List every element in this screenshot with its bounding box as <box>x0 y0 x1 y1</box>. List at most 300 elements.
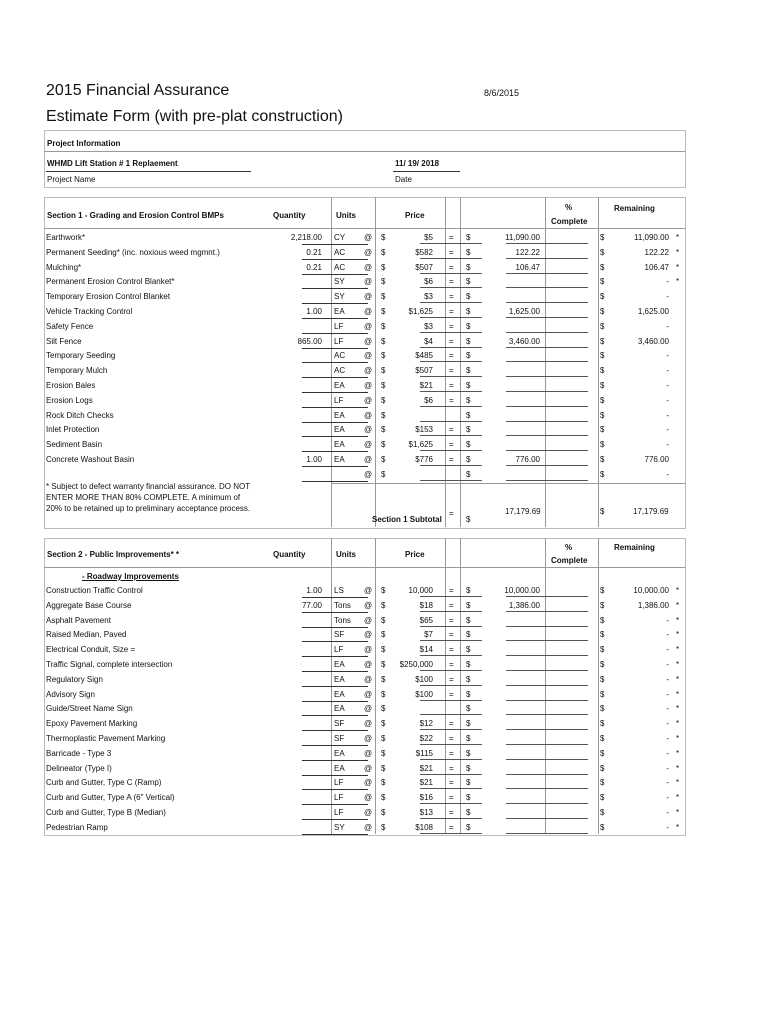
item-unit: LF <box>334 336 344 346</box>
at-symbol: @ <box>364 410 373 420</box>
equals-symbol: = <box>449 247 454 257</box>
item-description: Inlet Protection <box>46 425 100 435</box>
item-unit: LF <box>334 778 344 788</box>
section1-title: Section 1 - Grading and Erosion Control BMPs <box>47 211 224 220</box>
total-dollar: $ <box>466 440 471 450</box>
item-description: Silt Fence <box>46 336 82 346</box>
item-price: $250,000 <box>399 660 433 669</box>
item-unit: EA <box>334 440 345 450</box>
item-price: $100 <box>415 689 433 699</box>
section1-col-pct: % <box>565 203 573 212</box>
total-dollar: $ <box>466 366 471 376</box>
item-unit: EA <box>334 410 345 420</box>
item-unit: SY <box>334 277 345 287</box>
item-price: $7 <box>424 630 433 640</box>
total-dollar: $ <box>466 645 471 655</box>
table-row <box>44 599 684 614</box>
item-asterisk: * <box>676 778 680 788</box>
remaining-dollar: $ <box>600 808 605 817</box>
price-dollar: $ <box>381 321 386 331</box>
item-remaining: - <box>666 822 669 832</box>
section1-col-quantity: Quantity <box>273 211 306 220</box>
item-price: $13 <box>419 808 433 817</box>
remaining-dollar: $ <box>600 734 605 743</box>
item-description: Guide/Street Name Sign <box>46 704 133 714</box>
remaining-dollar: $ <box>600 674 605 684</box>
item-description: Mulching* <box>46 262 82 272</box>
total-dollar: $ <box>466 748 471 758</box>
item-remaining: - <box>666 645 669 655</box>
item-remaining: - <box>666 410 669 420</box>
item-unit: AC <box>334 262 346 272</box>
total-dollar: $ <box>466 778 471 788</box>
at-symbol: @ <box>364 586 373 595</box>
item-price: $22 <box>419 734 433 743</box>
item-remaining: - <box>666 704 669 714</box>
equals-symbol: = <box>449 793 454 803</box>
item-unit: EA <box>334 381 345 390</box>
price-dollar: $ <box>381 822 386 832</box>
equals-symbol: = <box>449 425 454 435</box>
at-symbol: @ <box>364 351 373 361</box>
item-remaining: - <box>666 440 669 450</box>
total-dollar: $ <box>466 615 471 625</box>
price-dollar: $ <box>381 763 386 773</box>
item-price: $100 <box>415 674 433 684</box>
at-symbol: @ <box>364 645 373 655</box>
price-dollar: $ <box>381 247 386 257</box>
table-row <box>44 747 684 762</box>
item-total: 11,090.00 <box>505 233 540 242</box>
item-remaining: - <box>666 425 669 435</box>
item-price: $21 <box>419 763 433 773</box>
item-price: $21 <box>419 381 433 390</box>
item-asterisk: * <box>676 734 680 743</box>
at-symbol: @ <box>364 277 373 287</box>
at-symbol: @ <box>364 822 373 832</box>
item-remaining: 122.22 <box>644 247 669 257</box>
equals-symbol: = <box>449 763 454 773</box>
at-symbol: @ <box>364 381 373 390</box>
item-total: 3,460.00 <box>508 336 540 346</box>
total-dollar: $ <box>466 247 471 257</box>
remaining-dollar: $ <box>600 425 605 435</box>
total-dollar: $ <box>466 630 471 640</box>
at-symbol: @ <box>364 425 373 435</box>
item-remaining: 106.47 <box>644 262 669 272</box>
remaining-dollar: $ <box>600 262 605 272</box>
item-unit: LS <box>334 586 344 595</box>
table-row <box>44 394 684 409</box>
at-symbol: @ <box>364 292 373 302</box>
project-name-label: Project Name <box>47 175 96 184</box>
form-title: 2015 Financial Assurance <box>46 82 230 99</box>
item-remaining: - <box>666 630 669 640</box>
equals-symbol: = <box>449 381 454 390</box>
item-asterisk: * <box>676 689 680 699</box>
item-remaining: - <box>666 615 669 625</box>
item-description: Regulatory Sign <box>46 674 103 684</box>
section2-col-units: Units <box>336 550 356 559</box>
at-symbol: @ <box>364 262 373 272</box>
item-description: Temporary Seeding <box>46 351 116 361</box>
table-row <box>44 821 684 836</box>
item-quantity[interactable]: 0.21 <box>306 247 322 257</box>
total-dollar: $ <box>466 321 471 331</box>
price-dollar: $ <box>381 704 386 714</box>
item-asterisk: * <box>676 763 680 773</box>
section1-col-remaining: Remaining <box>614 204 655 213</box>
table-row <box>44 231 684 246</box>
item-remaining: - <box>666 808 669 817</box>
item-description: Earthwork* <box>46 233 86 242</box>
item-unit: LF <box>334 321 344 331</box>
item-total: 1,625.00 <box>508 307 540 316</box>
form-subtitle: Estimate Form (with pre-plat construction) <box>46 108 343 125</box>
item-remaining: - <box>666 793 669 803</box>
item-unit: SY <box>334 822 345 832</box>
table-row <box>44 275 684 290</box>
item-description: Temporary Erosion Control Blanket <box>46 292 171 302</box>
total-dollar: $ <box>466 262 471 272</box>
table-row <box>44 717 684 732</box>
item-asterisk: * <box>676 660 680 669</box>
item-quantity[interactable]: 1.00 <box>306 586 322 595</box>
equals-symbol: = <box>449 822 454 832</box>
item-unit: CY <box>334 233 346 242</box>
item-price: $12 <box>419 719 433 729</box>
remaining-dollar: $ <box>600 440 605 450</box>
item-price: $4 <box>424 336 433 346</box>
item-description: Curb and Gutter, Type B (Median) <box>46 808 166 817</box>
at-symbol: @ <box>364 440 373 450</box>
item-unit: SF <box>334 630 345 640</box>
at-symbol: @ <box>364 233 373 242</box>
table-row <box>44 702 684 717</box>
item-asterisk: * <box>676 793 680 803</box>
price-dollar: $ <box>381 793 386 803</box>
remaining-dollar: $ <box>600 630 605 640</box>
project-date-value[interactable]: 11/ 19/ 2018 <box>395 159 440 168</box>
price-dollar: $ <box>381 615 386 625</box>
total-dollar: $ <box>466 307 471 316</box>
item-remaining: 1,386.00 <box>637 600 669 610</box>
item-asterisk: * <box>676 615 680 625</box>
item-description: Rock Ditch Checks <box>46 410 114 420</box>
item-price: $14 <box>419 645 433 655</box>
remaining-dollar: $ <box>600 689 605 699</box>
item-total: 106.47 <box>515 262 540 272</box>
item-asterisk: * <box>676 822 680 832</box>
table-row <box>44 290 684 305</box>
equals-symbol: = <box>449 689 454 699</box>
item-unit: SF <box>334 719 345 729</box>
item-quantity[interactable]: 77.00 <box>301 600 322 610</box>
item-description: Barricade - Type 3 <box>46 748 112 758</box>
table-row <box>44 614 684 629</box>
price-dollar: $ <box>381 630 386 640</box>
total-dollar: $ <box>466 277 471 287</box>
item-description: Traffic Signal, complete intersection <box>46 660 173 669</box>
item-price: $776 <box>415 455 433 464</box>
item-unit: EA <box>334 748 345 758</box>
remaining-dollar: $ <box>600 793 605 803</box>
item-description: Erosion Bales <box>46 381 96 390</box>
table-row <box>44 776 684 791</box>
table-row <box>44 762 684 777</box>
equals-symbol: = <box>449 586 454 595</box>
table-row <box>44 305 684 320</box>
item-description: Asphalt Pavement <box>46 615 111 625</box>
item-price: $21 <box>419 778 433 788</box>
item-price: $65 <box>419 615 433 625</box>
item-unit: EA <box>334 307 345 316</box>
section2-title: Section 2 - Public Improvements* * <box>47 550 180 559</box>
total-dollar: $ <box>466 660 471 669</box>
table-row <box>44 673 684 688</box>
item-price: $507 <box>415 262 433 272</box>
total-dollar: $ <box>466 233 471 242</box>
item-asterisk: * <box>676 586 680 595</box>
item-price: 10,000 <box>408 586 433 595</box>
remaining-dollar: $ <box>600 660 605 669</box>
total-dollar: $ <box>466 689 471 699</box>
item-asterisk: * <box>676 233 680 242</box>
remaining-dollar: $ <box>600 247 605 257</box>
item-price: $18 <box>419 600 433 610</box>
table-row <box>44 320 684 335</box>
item-total: 1,386.00 <box>508 600 540 610</box>
item-quantity[interactable]: 865.00 <box>297 336 322 346</box>
item-unit: LF <box>334 793 344 803</box>
item-price: $108 <box>415 822 433 832</box>
remaining-dollar: $ <box>600 277 605 287</box>
total-dollar: $ <box>466 734 471 743</box>
total-dollar: $ <box>466 395 471 405</box>
item-description: Concrete Washout Basin <box>46 455 135 464</box>
remaining-dollar: $ <box>600 233 605 242</box>
total-dollar: $ <box>466 674 471 684</box>
item-description: Curb and Gutter, Type A (6" Vertical) <box>46 793 175 803</box>
item-unit: SY <box>334 292 345 302</box>
table-row <box>44 438 684 453</box>
table-row <box>44 246 684 261</box>
item-remaining: - <box>666 719 669 729</box>
at-symbol: @ <box>364 719 373 729</box>
remaining-dollar: $ <box>600 395 605 405</box>
item-description: Raised Median, Paved <box>46 630 127 640</box>
price-dollar: $ <box>381 689 386 699</box>
item-remaining: - <box>666 660 669 669</box>
item-price: $3 <box>424 321 433 331</box>
remaining-dollar: $ <box>600 822 605 832</box>
equals-symbol: = <box>449 336 454 346</box>
at-symbol: @ <box>364 630 373 640</box>
price-dollar: $ <box>381 600 386 610</box>
item-price: $1,625 <box>408 440 433 450</box>
item-description: Sediment Basin <box>46 440 103 450</box>
remaining-dollar: $ <box>600 763 605 773</box>
equals-symbol: = <box>449 455 454 464</box>
price-dollar: $ <box>381 440 386 450</box>
at-symbol: @ <box>364 748 373 758</box>
item-price: $507 <box>415 366 433 376</box>
item-unit: EA <box>334 455 345 464</box>
price-dollar: $ <box>381 233 386 242</box>
price-dollar: $ <box>381 366 386 376</box>
table-row <box>44 453 684 468</box>
remaining-dollar: $ <box>600 336 605 346</box>
at-symbol: @ <box>364 763 373 773</box>
table-row <box>44 628 684 643</box>
total-dollar: $ <box>466 292 471 302</box>
at-symbol: @ <box>364 307 373 316</box>
remaining-dollar: $ <box>600 381 605 390</box>
price-dollar: $ <box>381 262 386 272</box>
item-description: Construction Traffic Control <box>46 586 143 595</box>
price-dollar: $ <box>381 734 386 743</box>
item-description: Pedestrian Ramp <box>46 822 108 832</box>
remaining-dollar: $ <box>600 292 605 302</box>
total-dollar: $ <box>466 336 471 346</box>
item-description: Safety Fence <box>46 321 94 331</box>
price-dollar: $ <box>381 455 386 464</box>
section1-subtotal-dollar: $ <box>466 515 471 524</box>
price-dollar: $ <box>381 469 386 479</box>
section1-col-units: Units <box>336 211 356 220</box>
item-asterisk: * <box>676 277 680 287</box>
item-description: Vehicle Tracking Control <box>46 307 133 316</box>
item-description: Permanent Erosion Control Blanket* <box>46 277 175 287</box>
table-row <box>44 364 684 379</box>
item-price: $6 <box>424 395 433 405</box>
remaining-dollar: $ <box>600 307 605 316</box>
equals-symbol: = <box>449 808 454 817</box>
item-remaining: - <box>666 381 669 390</box>
item-description: Delineator (Type I) <box>46 763 112 773</box>
total-dollar: $ <box>466 704 471 714</box>
item-description: Electrical Conduit, Size = <box>46 645 136 655</box>
item-unit: EA <box>334 763 345 773</box>
equals-symbol: = <box>449 600 454 610</box>
item-asterisk: * <box>676 247 680 257</box>
remaining-dollar: $ <box>600 778 605 788</box>
item-quantity[interactable]: 1.00 <box>306 455 322 464</box>
table-row <box>44 806 684 821</box>
item-asterisk: * <box>676 600 680 610</box>
table-row <box>44 688 684 703</box>
item-description: Curb and Gutter, Type C (Ramp) <box>46 778 162 788</box>
table-row <box>44 732 684 747</box>
item-asterisk: * <box>676 748 680 758</box>
at-symbol: @ <box>364 336 373 346</box>
item-remaining: 11,090.00 <box>634 233 669 242</box>
form-date: 8/6/2015 <box>484 88 520 98</box>
price-dollar: $ <box>381 381 386 390</box>
item-remaining: - <box>666 748 669 758</box>
at-symbol: @ <box>364 395 373 405</box>
price-dollar: $ <box>381 808 386 817</box>
equals-symbol: = <box>449 321 454 331</box>
item-description: Temporary Mulch <box>46 366 108 376</box>
at-symbol: @ <box>364 660 373 669</box>
item-quantity[interactable]: 0.21 <box>306 262 322 272</box>
item-unit: LF <box>334 395 344 405</box>
item-remaining: - <box>666 734 669 743</box>
item-price: $16 <box>419 793 433 803</box>
item-asterisk: * <box>676 704 680 714</box>
price-dollar: $ <box>381 674 386 684</box>
equals-symbol: = <box>449 262 454 272</box>
item-remaining: - <box>666 469 669 479</box>
remaining-dollar: $ <box>600 321 605 331</box>
price-dollar: $ <box>381 395 386 405</box>
item-remaining: 1,625.00 <box>637 307 669 316</box>
total-dollar: $ <box>466 822 471 832</box>
total-dollar: $ <box>466 763 471 773</box>
item-description: Permanent Seeding* (inc. noxious weed mgmnt.) <box>46 247 220 257</box>
remaining-dollar: $ <box>600 615 605 625</box>
at-symbol: @ <box>364 689 373 699</box>
total-dollar: $ <box>466 808 471 817</box>
at-symbol: @ <box>364 321 373 331</box>
equals-symbol: = <box>449 233 454 242</box>
item-description: Advisory Sign <box>46 689 95 699</box>
item-unit: LF <box>334 645 344 655</box>
item-unit: Tons <box>334 615 351 625</box>
item-remaining: - <box>666 778 669 788</box>
total-dollar: $ <box>466 381 471 390</box>
item-total: 122.22 <box>515 247 540 257</box>
item-remaining: - <box>666 321 669 331</box>
item-price: $5 <box>424 233 433 242</box>
at-symbol: @ <box>364 615 373 625</box>
equals-symbol: = <box>449 719 454 729</box>
item-asterisk: * <box>676 630 680 640</box>
price-dollar: $ <box>381 336 386 346</box>
table-row <box>44 261 684 276</box>
item-remaining: 776.00 <box>644 455 669 464</box>
table-row <box>44 335 684 350</box>
item-unit: EA <box>334 689 345 699</box>
item-price: $115 <box>415 748 433 758</box>
item-total: 10,000.00 <box>504 586 540 595</box>
price-dollar: $ <box>381 410 386 420</box>
section2-col-complete: Complete <box>551 556 588 565</box>
project-name-value[interactable]: WHMD Lift Station # 1 Replaement <box>47 159 178 168</box>
section1-subtotal-label: Section 1 Subtotal <box>372 515 442 524</box>
project-date-label: Date <box>395 175 412 184</box>
total-dollar: $ <box>466 600 471 610</box>
price-dollar: $ <box>381 719 386 729</box>
table-row <box>44 584 684 599</box>
item-asterisk: * <box>676 262 680 272</box>
item-price: $485 <box>415 351 433 361</box>
item-quantity[interactable]: 2,218.00 <box>290 233 322 242</box>
equals-symbol: = <box>449 366 454 376</box>
equals-symbol: = <box>449 440 454 450</box>
item-remaining: - <box>666 689 669 699</box>
item-unit: AC <box>334 247 346 257</box>
item-remaining: 10,000.00 <box>633 586 669 595</box>
section1-col-complete: Complete <box>551 217 588 226</box>
item-price: $3 <box>424 292 433 302</box>
at-symbol: @ <box>364 366 373 376</box>
total-dollar: $ <box>466 455 471 464</box>
item-quantity[interactable]: 1.00 <box>306 307 322 316</box>
item-remaining: - <box>666 763 669 773</box>
item-unit: EA <box>334 660 345 669</box>
